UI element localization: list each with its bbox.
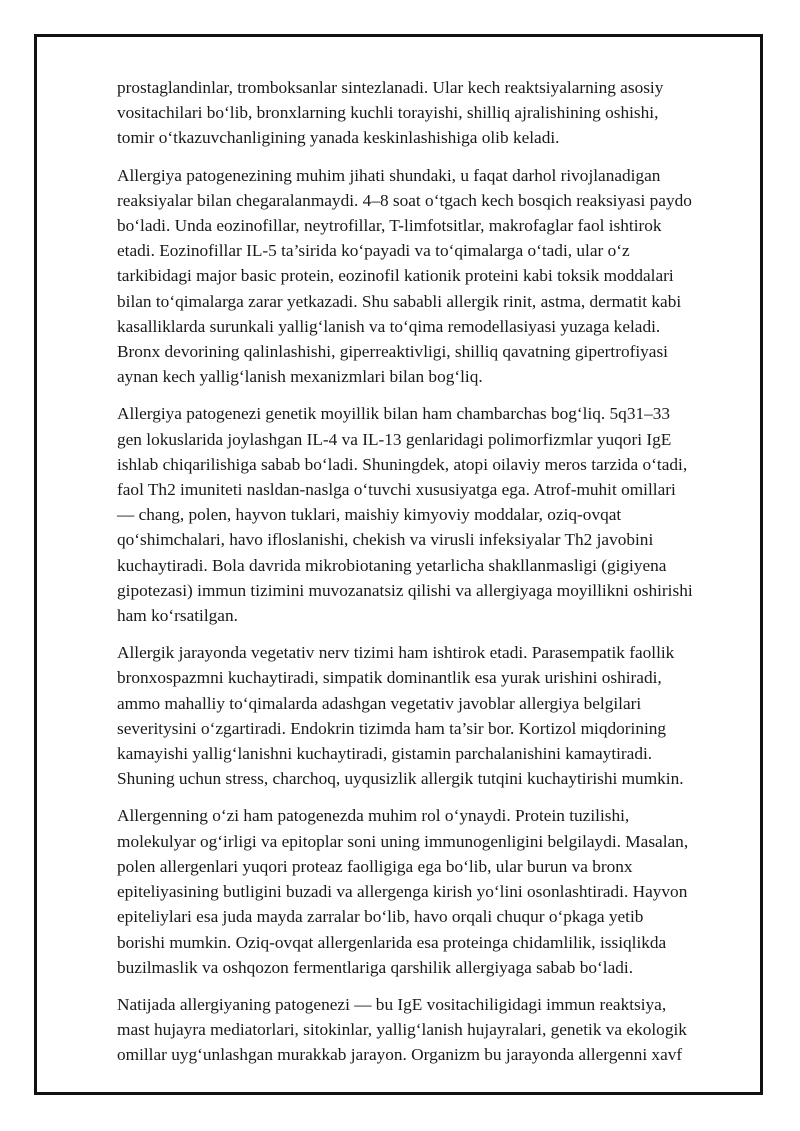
paragraph: Allergiya patogenezi genetik moyillik bilan ham chambarchas bog‘liq. 5q31–33 gen lokuslarida joylashgan IL-4 va IL-13 genlaridagi polimorfizmlar yuqori IgE ishlab chiqarilishiga sabab bo‘ladi. Shuningdek, atopi oilaviy meros tarzida o‘tadi, faol Th2 imuniteti nasldan-naslga o‘tuvchi xususiyatga ega. Atrof-muhit omillari — chang, polen, hayvon tuklari, maishiy kimyoviy moddalar, oziq-ovqat qo‘shimchalari, havo ifloslanishi, chekish va virusli infeksiyalar Th2 javobini kuchaytiradi. Bola davrida mikrobiotaning yetarlicha shakllanmasligi (gigiyena gipotezasi) immun tizimini muvozanatsiz qilishi va allergiyaga moyillikni oshirishi ham ko‘rsatilgan. [117, 404, 693, 626]
paragraph: Allergik jarayonda vegetativ nerv tizimi ham ishtirok etadi. Parasempatik faollik bronxospazmni kuchaytiradi, simpatik dominantlik esa yurak urishini oshiradi, ammo mahalliy to‘qimalarda adashgan vegetativ javoblar allergiya belgilari severitysini o‘zgartiradi. Endokrin tizimda ham ta’sir bor. Kortizol miqdorining kamayishi yallig‘lanishni kuchaytiradi, gistamin parchalanishini kamaytiradi. Shuning uchun stress, charchoq, uyqusizlik allergik tutqini kuchaytirishi mumkin. [117, 643, 684, 789]
paragraph: prostaglandinlar, tromboksanlar sintezlanadi. Ular kech reaktsiyalarning asosiy vositachilari bo‘lib, bronxlarning kuchli torayishi, shilliq ajralishining oshishi, tomir o‘tkazuvchanligining yanada keskinlashishiga olib keladi. [117, 78, 664, 148]
paragraph: Allergenning o‘zi ham patogenezda muhim rol o‘ynaydi. Protein tuzilishi, molekulyar og‘irligi va epitoplar soni uning immunogenligini belgilaydi. Masalan, polen allergenlari yuqori proteaz faolligiga ega bo‘lib, ular burun va bronx epiteliyasining butligini buzadi va allergenga kirish yo‘lini osonlashtiradi. Hayvon epiteliylari esa juda mayda zarralar bo‘lib, havo orqali chuqur o‘pkaga yetib borishi mumkin. Oziq-ovqat allergenlarida esa proteinga chidamlilik, issiqlikda buzilmaslik va oshqozon fermentlariga qarshilik allergiyaga sabab bo‘ladi. [117, 806, 689, 977]
paragraph: Allergiya patogenezining muhim jihati shundaki, u faqat darhol rivojlanadigan reaksiyalar bilan chegaralanmaydi. 4–8 soat o‘tgach kech bosqich reaksiyasi paydo bo‘ladi. Unda eozinofillar, neytrofillar, T-limfotsitlar, makrofaglar faol ishtirok etadi. Eozinofillar IL-5 ta’sirida ko‘payadi va to‘qimalarga o‘tadi, ular o‘z tarkibidagi major basic protein, eozinofil kationik proteini kabi toksik moddalari bilan to‘qimalarga zarar yetkazadi. Shu sababli allergik rinit, astma, dermatit kabi kasalliklarda surunkali yallig‘lanish va to‘qima remodellasiyasi yuzaga keladi. Bronx devorining qalinlashishi, giperreaktivligi, shilliq qavatning gipertrofiyasi aynan kech yallig‘lanish mexanizmlari bilan bog‘liq. [117, 165, 692, 387]
paragraph: Natijada allergiyaning patogenezi — bu IgE vositachiligidagi immun reaktsiya, mast hujayra mediatorlari, sitokinlar, yallig‘lanish hujayralari, genetik va ekologik omillar uyg‘unlashgan murakkab jarayon. Organizm bu jarayonda allergenni xavf [117, 994, 687, 1065]
document-body [117, 75, 745, 1080]
